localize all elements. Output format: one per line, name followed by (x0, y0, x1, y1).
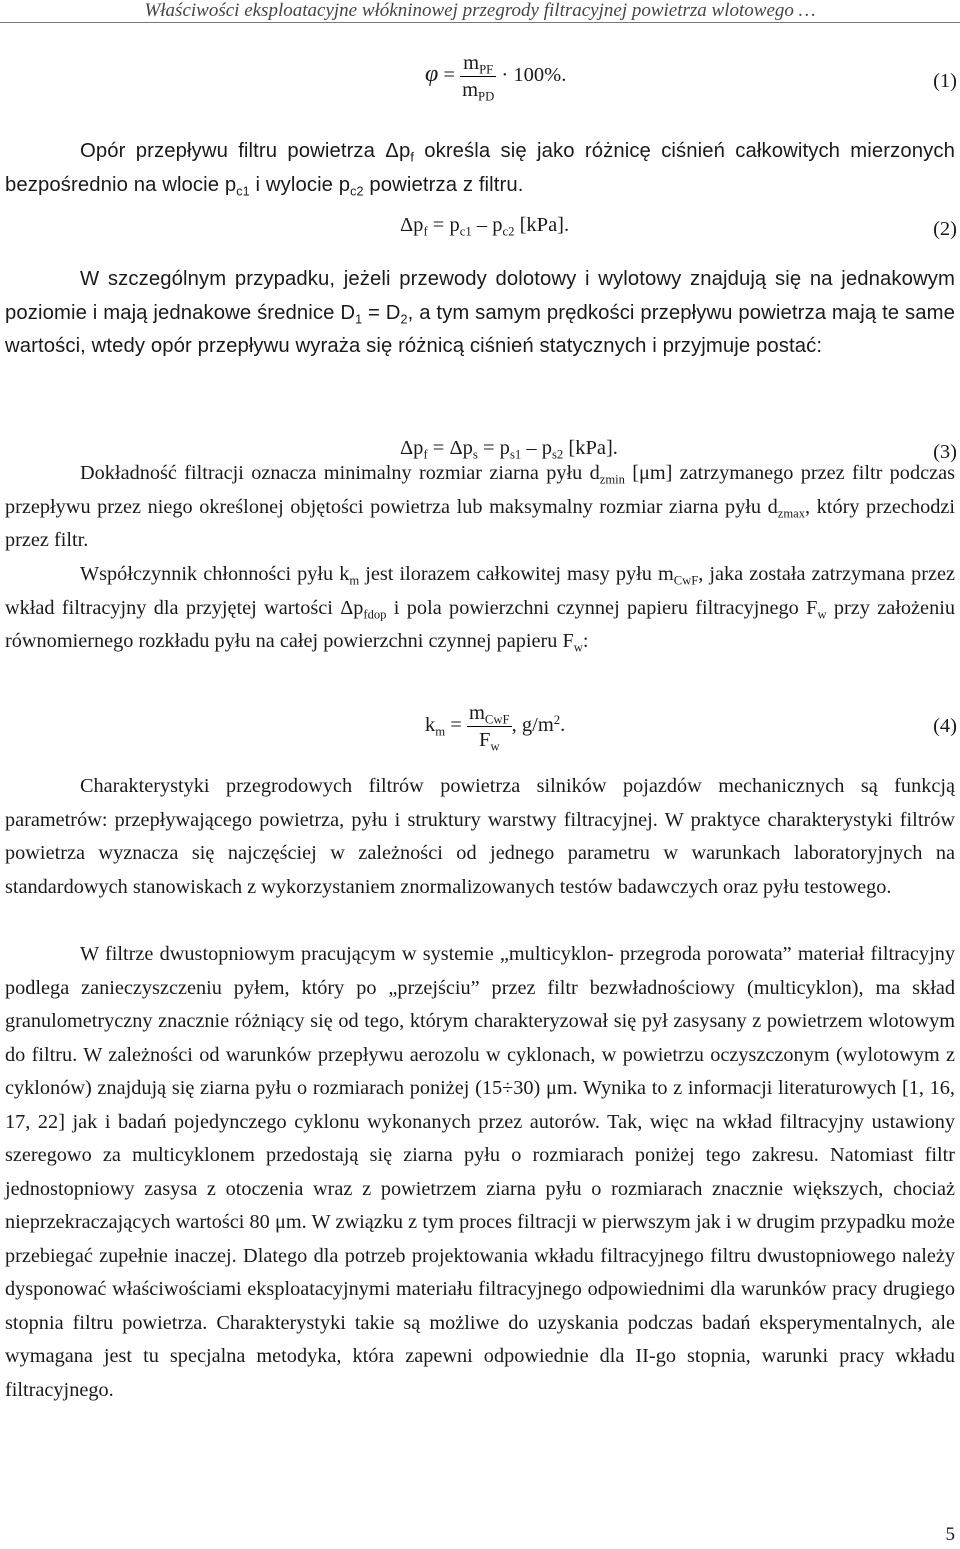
fraction: $\frac{m_{CwF}}{F_w}$ (468, 702, 510, 754)
paragraph: Charakterystyki przegrodowych filtrów powietrza silników pojazdów mechanicznych są funkcją parametrów: przepływającego powietrza, pyłu i struktury warstwy filtracyjnej. W praktyce charakterystyki filtrów powietrza wyznacza się najczęściej w zależności od jednego parametru w warunkach laboratoryjnych na standardowych stanowiskach z wykorzystaniem znormalizowanych testów badawczych oraz pyłu testowego. (5, 775, 955, 898)
equation-number-4: (4) (933, 715, 957, 737)
paragraph: Opór przepływu filtru powietrza $\Delta p_f$ określa się jako różnicę ciśnień całkowitych mierzonych bezpośrednio na wlocie $p_{c1}$ i wylocie $p_{c2}$ powietrza z filtru. (5, 140, 956, 198)
equation-4: $k_m$ = $\frac{m_{CwF}}{F_w}$ , $g/m^2$. (425, 702, 566, 754)
equation-number-3: (3) (933, 441, 957, 463)
paragraph: Współczynnik chłonności pyłu $k_m$ jest ilorazem całkowitej masy pyłu $m_{CwF}$, jaka została zatrzymana przez wkład filtracyjny dla przyjętej wartości $\Delta p_{fdop}$ i pola powierzchni czynnej papieru filtracyjnego $F_w$ przy założeniu równomiernego rozkładu pyłu na całej powierzchni czynnej papieru $F_w$: (5, 563, 955, 655)
paragraph: W filtrze dwustopniowym pracującym w systemie „multicyklon- przegroda porowata” materiał filtracyjny podlega zanieczyszczeniu pyłem, który po „przejściu” przez filtr bezwładnościowy (multicyklon), ma skład granulometryczny znacznie różniący się od tego, którym charakteryzował się pył zasysany z powietrzem wlotowym do filtru. W zależności od warunków przepływu aerozolu w cyklonach, w powietrzu oczyszczonym (wylotowym z cyklonów) znajdują się ziarna pyłu o rozmiarach poniżej (15÷30) μm. Wynika to z informacji literaturowych [1, 16, 17, 22] jak i badań pojedynczego cyklonu wykonanych przez autorów. Tak, więc na wkład filtracyjny ustawiony szeregowo za multicyklonem przedostają się ziarna pyłu o rozmiarach poniżej tego zakresu. Natomiast filtr jednostopniowy zasysa z otoczenia wraz z powietrzem ziarna pyłu o rozmiarach znacznie większych, chociaż nieprzekraczających wartości 80 μm. W związku z tym proces filtracji w pierwszym jak i w drugim przypadku może przebiegać zupełnie inaczej. Dlatego dla potrzeb projektowania wkładu filtracyjnego filtru dwustopniowego należy dysponować właściwościami eksploatacyjnymi materiału filtracyjnego odpowiednimi dla warunków pracy drugiego stopnia filtru powietrza. Charakterystyki takie są możliwe do uzyskania podczas badań eksperymentalnych, ale wymagana jest tu specjalna metodyka, która zapewni odpowiednie dla II-go stopnia, warunki pracy wkładu filtracyjnego. (5, 943, 955, 1401)
equation-number-2: (2) (933, 218, 957, 240)
running-header: Właściwości eksploatacyjne włókninowej przegrody filtracyjnej powietrza wlotowego … (0, 0, 960, 23)
equation-1: φ = $\frac{m_{PF}}{m_{PD}}$ · 100%. (425, 52, 567, 104)
equation-3: $\Delta p_f = \Delta p_s = p_{s1} - p_{s2}$ [kPa]. (400, 437, 618, 462)
paragraph: W szczególnym przypadku, jeżeli przewody dolotowy i wylotowy znajdują się na jednakowym poziomie i mają jednakowe średnice $D_1 = D_2$, a tym samym prędkości przepływu powietrza mają te same wartości, wtedy opór przepływu wyraża się różnicą ciśnień statycznych i przyjmuje postać: (5, 268, 955, 357)
page-number: 5 (945, 1524, 955, 1545)
fraction: $\frac{m_{PF}}{m_{PD}}$ (462, 52, 495, 104)
equation-2: $\Delta p_f = p_{c1} - p_{c2}$ [kPa]. (400, 214, 570, 239)
equation-number-1: (1) (933, 70, 957, 92)
paragraph: Dokładność filtracji oznacza minimalny rozmiar ziarna pyłu $d_{zmin}$ [μm] zatrzymanego przez filtr podczas przepływu przez niego określonej objętości powietrza lub maksymalny rozmiar ziarna pyłu $d_{zmax}$, który przechodzi przez filtr. (5, 462, 955, 551)
